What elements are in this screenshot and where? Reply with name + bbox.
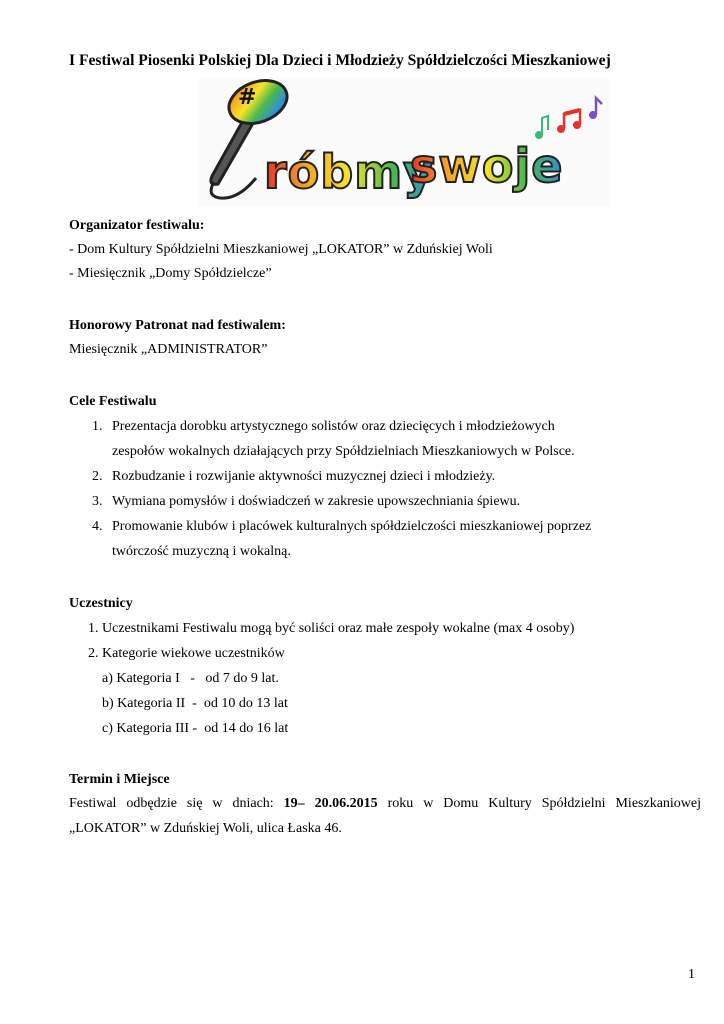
venue-paragraph-line bbox=[69, 796, 701, 812]
logo-word-1: róbmy bbox=[264, 145, 435, 199]
list-item: Prezentacja dorobku artystycznego solistów oraz dziecięcych i młodzieżowych bbox=[112, 419, 555, 434]
list-item-number: 3. bbox=[92, 494, 103, 509]
venue-heading: Termin i Miejsce bbox=[69, 772, 170, 787]
list-item: Promowanie klubów i placówek kulturalnych spółdzielczości mieszkaniowej poprzez bbox=[112, 519, 592, 534]
goals-heading: Cele Festiwalu bbox=[69, 394, 157, 409]
list-item-number: 4. bbox=[92, 519, 103, 534]
list-item: 2. Kategorie wiekowe uczestników bbox=[88, 646, 285, 661]
venue-text: roku w Domu Kultury Spółdzielni Mieszkaniowej bbox=[387, 796, 702, 811]
category-item: a) Kategoria I - od 7 do 9 lat. bbox=[102, 671, 279, 686]
participants-heading: Uczestnicy bbox=[69, 596, 133, 611]
document-title: I Festiwal Piosenki Polskiej Dla Dzieci i Młodzieży Spółdzielczości Mieszkaniowej bbox=[69, 52, 611, 69]
venue-text: Festiwal odbędzie się w dniach: bbox=[69, 796, 274, 811]
category-item: b) Kategoria II - od 10 do 13 lat bbox=[102, 696, 288, 711]
category-item: c) Kategoria III - od 14 do 16 lat bbox=[102, 721, 289, 736]
list-item: 1. Uczestnikami Festiwalu mogą być soliści oraz małe zespoły wokalne (max 4 osoby) bbox=[88, 621, 575, 636]
organizer-heading: Organizator festiwalu: bbox=[69, 218, 205, 233]
patronage-text: Miesięcznik „ADMINISTRATOR” bbox=[69, 342, 268, 357]
organizer-line: - Miesięcznik „Domy Spółdzielcze” bbox=[69, 266, 272, 281]
page-number: 1 bbox=[688, 967, 695, 982]
organizer-line: - Dom Kultury Spółdzielni Mieszkaniowej „LOKATOR” w Zduńskiej Woli bbox=[69, 242, 493, 257]
festival-logo bbox=[198, 78, 610, 206]
festival-dates: 19– 20.06.2015 bbox=[283, 796, 378, 811]
logo-hash-text: # bbox=[238, 85, 257, 110]
list-item-number: 1. bbox=[92, 419, 103, 434]
logo-word-2: swoje bbox=[410, 139, 564, 193]
list-item: zespołów wokalnych działających przy Spółdzielniach Mieszkaniowych w Polsce. bbox=[112, 444, 575, 459]
list-item: twórczość muzyczną i wokalną. bbox=[112, 544, 291, 559]
patronage-heading: Honorowy Patronat nad festiwalem: bbox=[69, 318, 286, 333]
list-item: Wymiana pomysłów i doświadczeń w zakresie upowszechniania śpiewu. bbox=[112, 494, 521, 509]
list-item: Rozbudzanie i rozwijanie aktywności muzycznej dzieci i młodzieży. bbox=[112, 469, 496, 484]
venue-address: „LOKATOR” w Zduńskiej Woli, ulica Łaska 46. bbox=[69, 821, 342, 836]
list-item-number: 2. bbox=[92, 469, 103, 484]
